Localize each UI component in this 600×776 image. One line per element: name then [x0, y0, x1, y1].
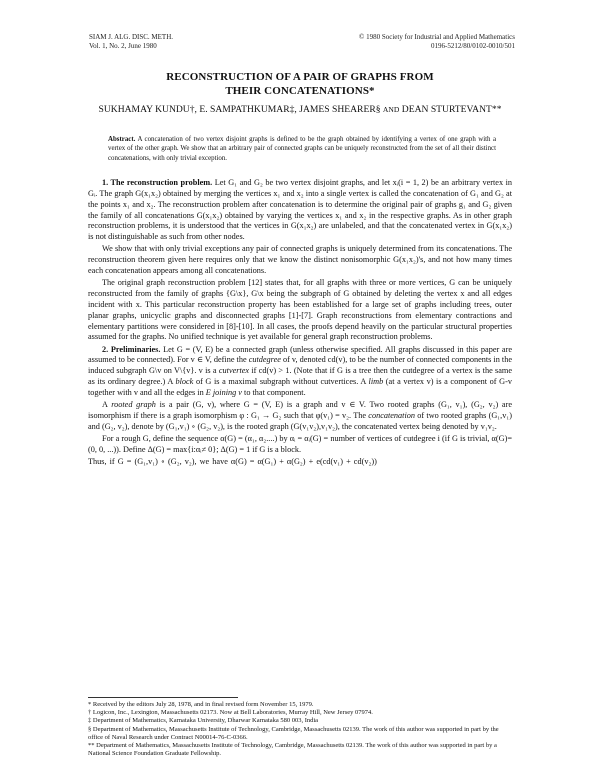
- s2-text-c: if cd(v) > 1. (Note that if G is a tree then the cutdegree of a vertex is the same as its ordinary degree.) A: [88, 366, 512, 387]
- footnote-logicon: † Logicon, Inc., Lexington, Massachusetts 02173. Now at Bell Laboratories, Murray Hill, New Jersey 07974.: [88, 709, 373, 717]
- journal-volume: Vol. 1, No. 2, June 1980: [89, 42, 157, 50]
- section-2-para-2: [88, 400, 512, 433]
- copyright-header: [359, 33, 515, 51]
- footnote-mit-shearer: § Department of Mathematics, Massachusetts Institute of Technology, Cambridge, Massachusetts 02139. The work of this author was supported in part by the office of Naval Research under Contract N00014-76-C-0366.: [88, 725, 499, 741]
- abstract: [108, 135, 496, 163]
- s2-text-e: (at a vertex v) is a component of G-v together with v and all the edges in: [88, 377, 512, 397]
- s2p2-text-a: A: [102, 400, 112, 410]
- s2-text-a: Let G = (V, E) be a connected graph (unless otherwise specified. All graphs discussed in this paper are assumed to be connected). For v ∈ V, define the: [88, 344, 512, 365]
- footnote-karnataka: ‡ Department of Mathematics, Karnataka University, Dharwar Karnataka 580 003, India: [88, 717, 319, 725]
- term-cutdegree: cutdegree: [248, 355, 281, 365]
- term-edges-joining: E joining v: [205, 387, 242, 397]
- s2p2-text-b: is a pair (G, v), where G = (V, E) is a graph and v ∈ V. Two rooted graphs (G₁, v₁), (G₂, v₂) are isomorphism if there is a graph isomorphism φ : G₁ → G₂ such that φ(v₁) = v₂. The: [88, 400, 512, 420]
- paper-title: [60, 70, 540, 98]
- section-2-heading: 2. Preliminaries.: [102, 344, 161, 354]
- author-4: DEAN STURTEVANT**: [401, 104, 502, 115]
- journal-name: SIAM J. ALG. DISC. METH.: [89, 33, 174, 41]
- section-1-para-2: We show that with only trivial exceptions any pair of connected graphs is uniquely determined from its concatenations. The reconstruction theorem given here requires only that we know the distinct nonisomorphic G(x₁x₂)'s, and not how many times each concatenation appears among all concatenations.: [88, 244, 512, 276]
- footnote-rule: [88, 697, 238, 698]
- author-3: JAMES SHEARER§: [299, 104, 383, 115]
- section-1-para-1: [88, 178, 512, 243]
- section-1-para-3: The original graph reconstruction problem [12] states that, for all graphs with three or more vertices, G can be uniquely reconstructed from the family of graphs {G\x}, G\x being the subgraph of G obtained by deleting the vertex x and all edges incident with x. This particular reconstruction property has been established for a large set of graphs including trees, outer planar graphs, unicyclic graphs and disconnected graphs [1]-[7]. Graph reconstructions from elementary contractions and elementary partitions were considered in [8]-[10]. In all cases, the proofs depend heavily on the particular structural properties assumed for the graphs. No unified technique is yet available for general graph reconstruction problems.: [88, 278, 512, 342]
- section-2-equation-line: Thus, if G = (G₁,v₁) ∘ (G₂, v₂), we have α(G) = α(G₁) + α(G₂) + e(cd(v₁) + cd(v₂)): [88, 456, 377, 466]
- author-2: E. SAMPATHKUMAR‡,: [199, 104, 300, 115]
- section-2-para-3: [88, 434, 512, 456]
- journal-header: [89, 33, 173, 51]
- s2-text-f: to that component.: [241, 387, 306, 397]
- term-rooted-graph: rooted graph: [111, 400, 156, 410]
- body-text: [88, 178, 512, 469]
- abstract-text: A concatenation of two vertex disjoint graphs is defined to be the graph obtained by identifying a vertex of one graph with a vertex of the other graph. We show that an arbitrary pair of connected graphs can be uniquely reconstructed from the set of all their distinct concatenations, with only trivial exception.: [108, 136, 497, 162]
- section-1-heading: 1. The reconstruction problem.: [102, 178, 213, 187]
- s2p2-text-c: of two rooted graphs (G₁,v₁) and (G₂, v₂), denote by (G₁,v₁) ∘ (G₂, v₂), is the rooted graph (G(v₁v₂),v₁v₂), the concatenated vertex being denoted by v₁v₂.: [88, 410, 512, 431]
- title-line-2: THEIR CONCATENATIONS*: [225, 85, 375, 97]
- s2-text-b: of v, denoted cd(v), to be the number of connected components in the induced subgraph G\v on V\{v}. v is a: [88, 355, 512, 376]
- s2p3-text-a: For a rough G, define the sequence α(G) = (α₁, α₂....) by αᵢ = αᵢ(G) = number of vertices of cutdegree i (if G is trivial, α(G)=(0, 0, ...)). Define Δ(G) = max{i:αᵢ≠ 0}; Δ(G) = 1 if G is a block.: [88, 433, 512, 454]
- author-and: AND: [382, 105, 400, 114]
- term-concatenation: concatenation: [368, 410, 416, 420]
- footnote-received: * Received by the editors July 28, 1978, and in final revised form November 15, 1979.: [88, 701, 314, 708]
- term-limb: limb: [368, 377, 384, 387]
- term-cutvertex: cutvertex: [218, 366, 250, 376]
- section-1-para-1-text: Let G₁ and G₂ be two vertex disjoint graphs, and let xᵢ(i = 1, 2) be an arbitrary vertex in Gᵢ. The graph G(x₁x₂) obtained by merging the vertices x₁ and x₂ into a single vertex is called the concatenation of G₁ and G₂ at the points x₁ and x₂. The reconstruction problem after concatenation is to determine the original pair of graphs g₁ and G₂ given the family of all concatenations G(x₁x₂) obtained by varying the vertices x₁ and x₂ in the respective graphs. As in other graph reconstruction problems, it is understood that the vertices in G(x₁x₂) are unlabeled, and that the concatenated vertex in G(x₁x₂) is not distinguishable as such from other nodes.: [88, 178, 512, 242]
- footnote-mit-sturtevant: ** Department of Mathematics, Massachusetts Institute of Technology, Cambridge, Massachusetts 02139. The work of this author was supported in part by a National Science Foundation Graduate Fellowship.: [88, 742, 497, 758]
- author-list: [40, 104, 560, 116]
- abstract-label: Abstract.: [108, 136, 136, 143]
- author-1: SUKHAMAY KUNDU†,: [98, 104, 200, 115]
- publication-code: 0196-5212/80/0102-0010/501: [431, 42, 515, 50]
- footnotes: [88, 701, 512, 758]
- section-2-para-1: [88, 345, 512, 399]
- term-block: block: [175, 377, 194, 387]
- title-line-1: RECONSTRUCTION OF A PAIR OF GRAPHS FROM: [166, 71, 434, 83]
- copyright-notice: © 1980 Society for Industrial and Applied Mathematics: [359, 33, 515, 41]
- s2-text-d: of G is a maximal subgraph without cutvertices. A: [193, 377, 369, 387]
